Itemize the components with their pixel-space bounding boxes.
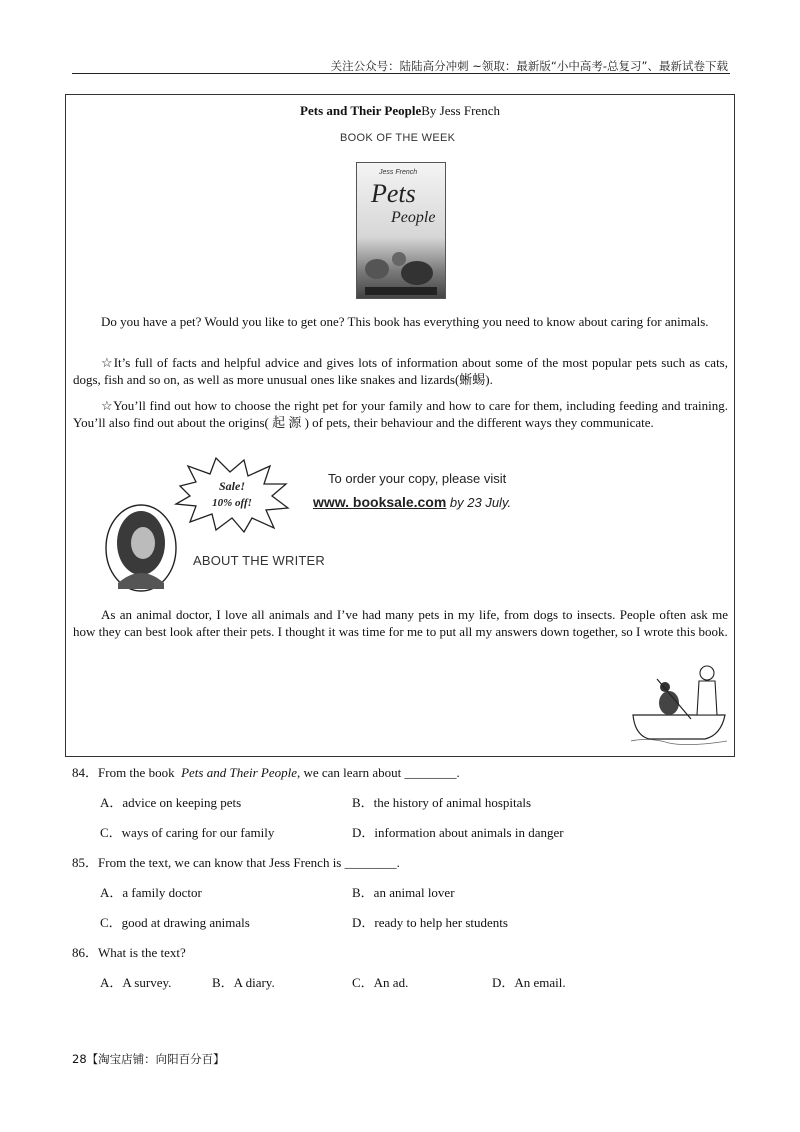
option-85-a[interactable]: A．a family doctor [100,885,202,900]
cover-author: Jess French [379,169,418,176]
article-byline: By Jess French [421,103,500,118]
booksale-url[interactable]: www. booksale.com [313,494,447,510]
option-85-c[interactable]: C．good at drawing animals [100,915,250,930]
cover-title-pets: Pets [371,179,416,208]
question-text: From the book [98,765,182,780]
question-84 [72,762,460,781]
question-number: 84． [72,765,99,780]
order-deadline: by 23 July. [446,495,512,510]
article-title-line [66,103,734,119]
sale-text: Sale! [218,479,246,493]
reading-passage-box [65,94,735,757]
question-text: From the text, we can know that Jess French is ________. [98,855,400,870]
book-cover-image [356,162,446,299]
question-86 [72,942,186,961]
page-header: 关注公众号：陆陆高分冲刺 ~领取：最新版“小中高考-总复习”、最新试卷下载 [330,59,728,73]
choose-pet-paragraph: ☆You’ll find out how to choose the right pet for your family and how to care for them, including feeding and training. You’ll also find out about the origins( 起 源 ) of pets, their behaviour and the different ways they communicate. [73,398,728,430]
header-rule [72,73,730,74]
boat-illustration [629,659,729,745]
facts-paragraph: ☆It’s full of facts and helpful advice and gives lots of information about some of the most popular pets such as cats, dogs, fish and so on, as well as more unusual ones like snakes and lizards(蜥蜴). [73,355,728,387]
option-84-d[interactable]: D．information about animals in danger [352,825,564,840]
question-85 [72,852,400,871]
question-text-end: , we can learn about ________. [296,765,460,780]
about-writer-heading: ABOUT THE WRITER [193,553,326,568]
sale-burst-icon [174,456,290,534]
page-footer [72,1051,225,1067]
cover-illustration [357,229,445,299]
page-number: 28 [72,1052,87,1066]
book-of-the-week-label: BOOK OF THE WEEK [340,132,456,144]
option-84-a[interactable]: A．advice on keeping pets [100,795,242,810]
order-instruction: To order your copy, please visit [328,471,507,486]
book-title-italic: Pets and Their People [181,765,297,780]
shop-name: 【淘宝店铺：向阳百分百】 [86,1052,225,1066]
option-85-b[interactable]: B．an animal lover [352,885,455,900]
question-number: 85． [72,855,99,870]
option-85-d[interactable]: D．ready to help her students [352,915,508,930]
intro-paragraph: Do you have a pet? Would you like to get one? This book has everything you need to know about caring for animals. [101,314,709,329]
option-86-d[interactable]: D．An email. [492,975,566,990]
writer-photo [104,503,178,593]
order-link-line [313,494,511,510]
option-84-b[interactable]: B．the history of animal hospitals [352,795,532,810]
option-84-c[interactable]: C．ways of caring for our family [100,825,275,840]
discount-text: 10% off! [212,497,252,509]
article-title: Pets and Their People [300,103,422,118]
option-86-a[interactable]: A．A survey. [100,975,172,990]
question-number: 86． [72,945,99,960]
question-text: What is the text? [98,945,186,960]
writer-paragraph: As an animal doctor, I love all animals and I’ve had many pets in my life, from dogs to insects. People often ask me how they can best look after their pets. I thought it was time for me to put all my answers down together, so I wrote this book. [73,607,728,639]
option-86-b[interactable]: B．A diary. [212,975,275,990]
option-86-c[interactable]: C．An ad. [352,975,409,990]
cover-title-people: People [391,209,436,226]
